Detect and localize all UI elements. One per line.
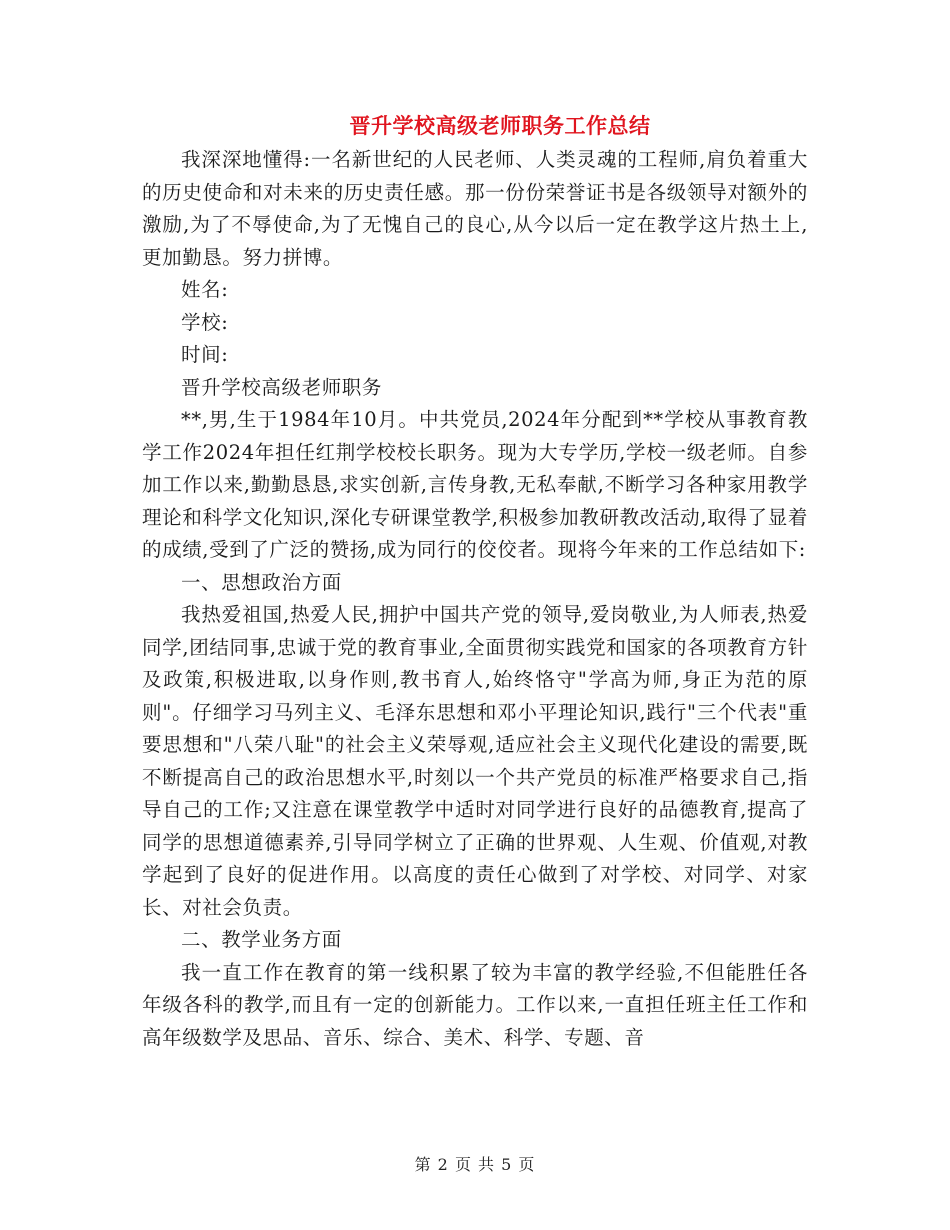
heading-political: 一、思想政治方面: [181, 570, 342, 594]
paragraph-teaching: 我一直工作在教育的第一线积累了较为丰富的教学经验,不但能胜任各年级各科的教学,而且有一定的创新能力。工作以来,一直担任班主任工作和高年级数学及思品、音乐、综合、美术、科学、专题、音: [142, 960, 808, 1049]
heading-teaching: 二、教学业务方面: [181, 928, 342, 951]
field-time-label: 时间:: [181, 343, 229, 366]
paragraph-profile: **,男,生于1984年10月。中共党员,2024年分配到**学校从事教育教学工作2024年担任红荆学校校长职务。现为大专学历,学校一级老师。自参加工作以来,勤勤恳恳,求实创新,言传身教,无私奉献,不断学习各种家用教学理论和科学文化知识,深化专研课堂教学,积极参加教研教改活动,取得了显着的成绩,受到了广泛的赞扬,成为同行的佼佼者。现将今年来的工作总结如下:: [142, 408, 808, 561]
page-number-footer: 第 2 页 共 5 页: [414, 1155, 536, 1174]
document-title: 晋升学校高级老师职务工作总结: [349, 113, 651, 138]
field-school-label: 学校:: [181, 310, 229, 334]
document-body: [142, 144, 808, 1054]
section-subtitle: 晋升学校高级老师职务: [181, 375, 383, 399]
paragraph-intro: 我深深地懂得:一名新世纪的人民老师、人类灵魂的工程师,肩负着重大的历史使命和对未来的历史责任感。那一份份荣誉证书是各级领导对额外的激励,为了不辱使命,为了无愧自己的良心,从今以后一定在教学这片热土上,更加勤恳。努力拼博。: [142, 148, 808, 269]
field-name-label: 姓名:: [181, 278, 229, 301]
paragraph-political: 我热爱祖国,热爱人民,拥护中国共产党的领导,爱岗敬业,为人师表,热爱同学,团结同事,忠诚于党的教育事业,全面贯彻实践党和国家的各项教育方针及政策,积极进取,以身作则,教书育人,始终恪守"学高为师,身正为范的原则"。仔细学习马列主义、毛泽东思想和邓小平理论知识,践行"三个代表"重要思想和"八荣八耻"的社会主义荣辱观,适应社会主义现代化建设的需要,既不断提高自己的政治思想水平,时刻以一个共产党员的标准严格要求自己,指导自己的工作;又注意在课堂教学中适时对同学进行良好的品德教育,提高了同学的思想道德素养,引导同学树立了正确的世界观、人生观、价值观,对教学起到了良好的促进作用。以高度的责任心做到了对学校、对同学、对家长、对社会负责。: [142, 603, 808, 919]
